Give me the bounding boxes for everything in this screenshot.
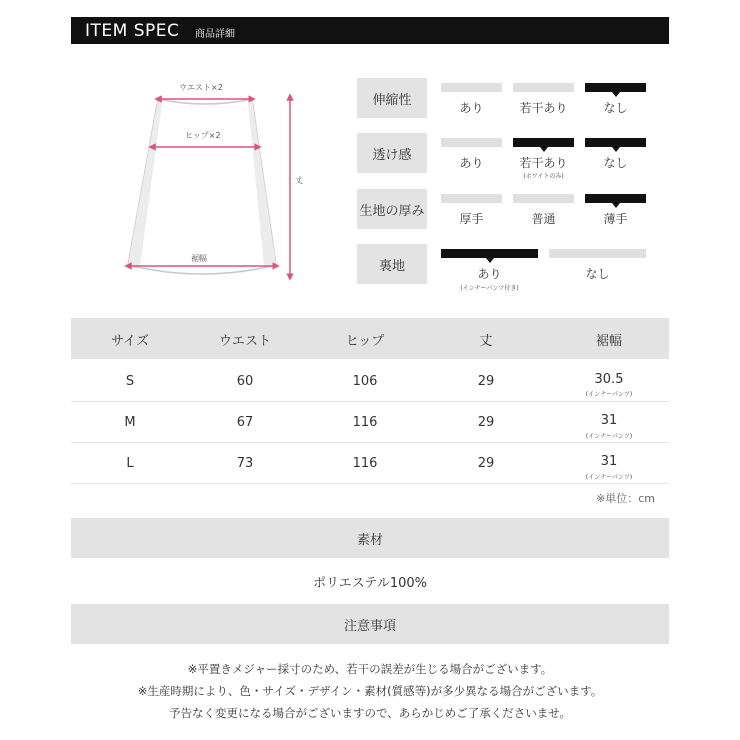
lining-option-2: なし [585, 267, 610, 281]
table-row-m-hem: 31 [600, 413, 618, 428]
col-header-size: サイズ [111, 334, 149, 349]
table-row-s-hem-note: (インナーパンツ) [585, 391, 633, 398]
thick-bar-2 [513, 194, 574, 203]
table-row-l-size: L [126, 456, 134, 471]
row-divider [71, 483, 669, 484]
thick-bar-3-selected [585, 194, 646, 203]
row-divider [71, 442, 669, 443]
stretch-bar-2 [513, 83, 574, 92]
table-row-s-length: 29 [477, 374, 495, 389]
lining-bar-1-selected [441, 249, 538, 258]
spec-header [71, 17, 669, 44]
table-row-s-waist: 60 [236, 374, 254, 389]
stretch-option-2: 若干あり [519, 101, 568, 115]
spec-label-sheerness: 透け感 [357, 133, 427, 173]
note-line-2: ※生産時期により、色・サイズ・デザイン・素材(質感等)が多少異なる場合がございます。 [137, 684, 603, 698]
material-value: ポリエステル100% [313, 576, 427, 591]
table-row-s-hem: 30.5 [594, 372, 624, 387]
note-line-1: ※平置きメジャー採寸のため、若干の誤差が生じる場合がございます。 [187, 662, 553, 676]
material-title: 素材 [71, 518, 669, 558]
col-header-length: 丈 [479, 334, 493, 349]
spec-label-lining: 裏地 [357, 244, 427, 284]
sheer-bar-1 [441, 138, 502, 147]
hem-label: 裾幅 [191, 254, 207, 263]
table-row-l-waist: 73 [236, 456, 254, 471]
stretch-bar-1 [441, 83, 502, 92]
waist-label: ウエスト×2 [179, 83, 223, 92]
lining-bar-2 [549, 249, 646, 258]
table-row-m-hem-note: (インナーパンツ) [585, 433, 633, 440]
table-row-m-length: 29 [477, 415, 495, 430]
sheer-option-3: なし [603, 156, 628, 170]
length-label: 丈 [295, 176, 303, 185]
table-row-l-length: 29 [477, 456, 495, 471]
unit-note: ※単位：cm [596, 492, 655, 505]
note-line-3: 予告なく変更になる場合がございますので、あらかじめご了承くださいませ。 [169, 706, 571, 720]
lining-option-note: (インナーパンツ付き) [460, 285, 519, 292]
table-row-s-size: S [125, 374, 135, 389]
lining-option-1: あり [477, 267, 502, 281]
table-row-m-hip: 116 [352, 415, 378, 430]
skirt-measurement-diagram [100, 75, 330, 295]
spec-label-stretch: 伸縮性 [357, 78, 427, 118]
table-row-l-hip: 116 [352, 456, 378, 471]
thick-option-3: 薄手 [603, 212, 628, 226]
col-header-waist: ウエスト [218, 334, 271, 349]
stretch-option-3: なし [603, 101, 628, 115]
col-header-hem: 裾幅 [595, 334, 622, 349]
col-header-hip: ヒップ [345, 334, 385, 349]
thick-option-1: 厚手 [459, 212, 484, 226]
thick-option-2: 普通 [531, 212, 556, 226]
row-divider [71, 401, 669, 402]
header-title: ITEM SPEC [85, 21, 180, 41]
table-row-s-hip: 106 [352, 374, 378, 389]
table-row-m-waist: 67 [236, 415, 254, 430]
sheer-bar-3-selected [585, 138, 646, 147]
notes-title: 注意事項 [71, 604, 669, 644]
thick-bar-1 [441, 194, 502, 203]
table-row-l-hem-note: (インナーパンツ) [585, 474, 633, 481]
stretch-option-1: あり [459, 101, 484, 115]
header-subtitle: 商品詳細 [195, 29, 235, 40]
stretch-bar-3-selected [585, 83, 646, 92]
sheer-option-note: (ホワイトのみ) [523, 173, 564, 180]
table-row-l-hem: 31 [600, 454, 618, 469]
sheer-option-2: 若干あり [519, 156, 568, 170]
spec-label-thickness: 生地の厚み [357, 189, 427, 229]
hip-label: ヒップ×2 [185, 131, 221, 140]
table-row-m-size: M [124, 415, 136, 430]
sheer-option-1: あり [459, 156, 484, 170]
sheer-bar-2-selected [513, 138, 574, 147]
